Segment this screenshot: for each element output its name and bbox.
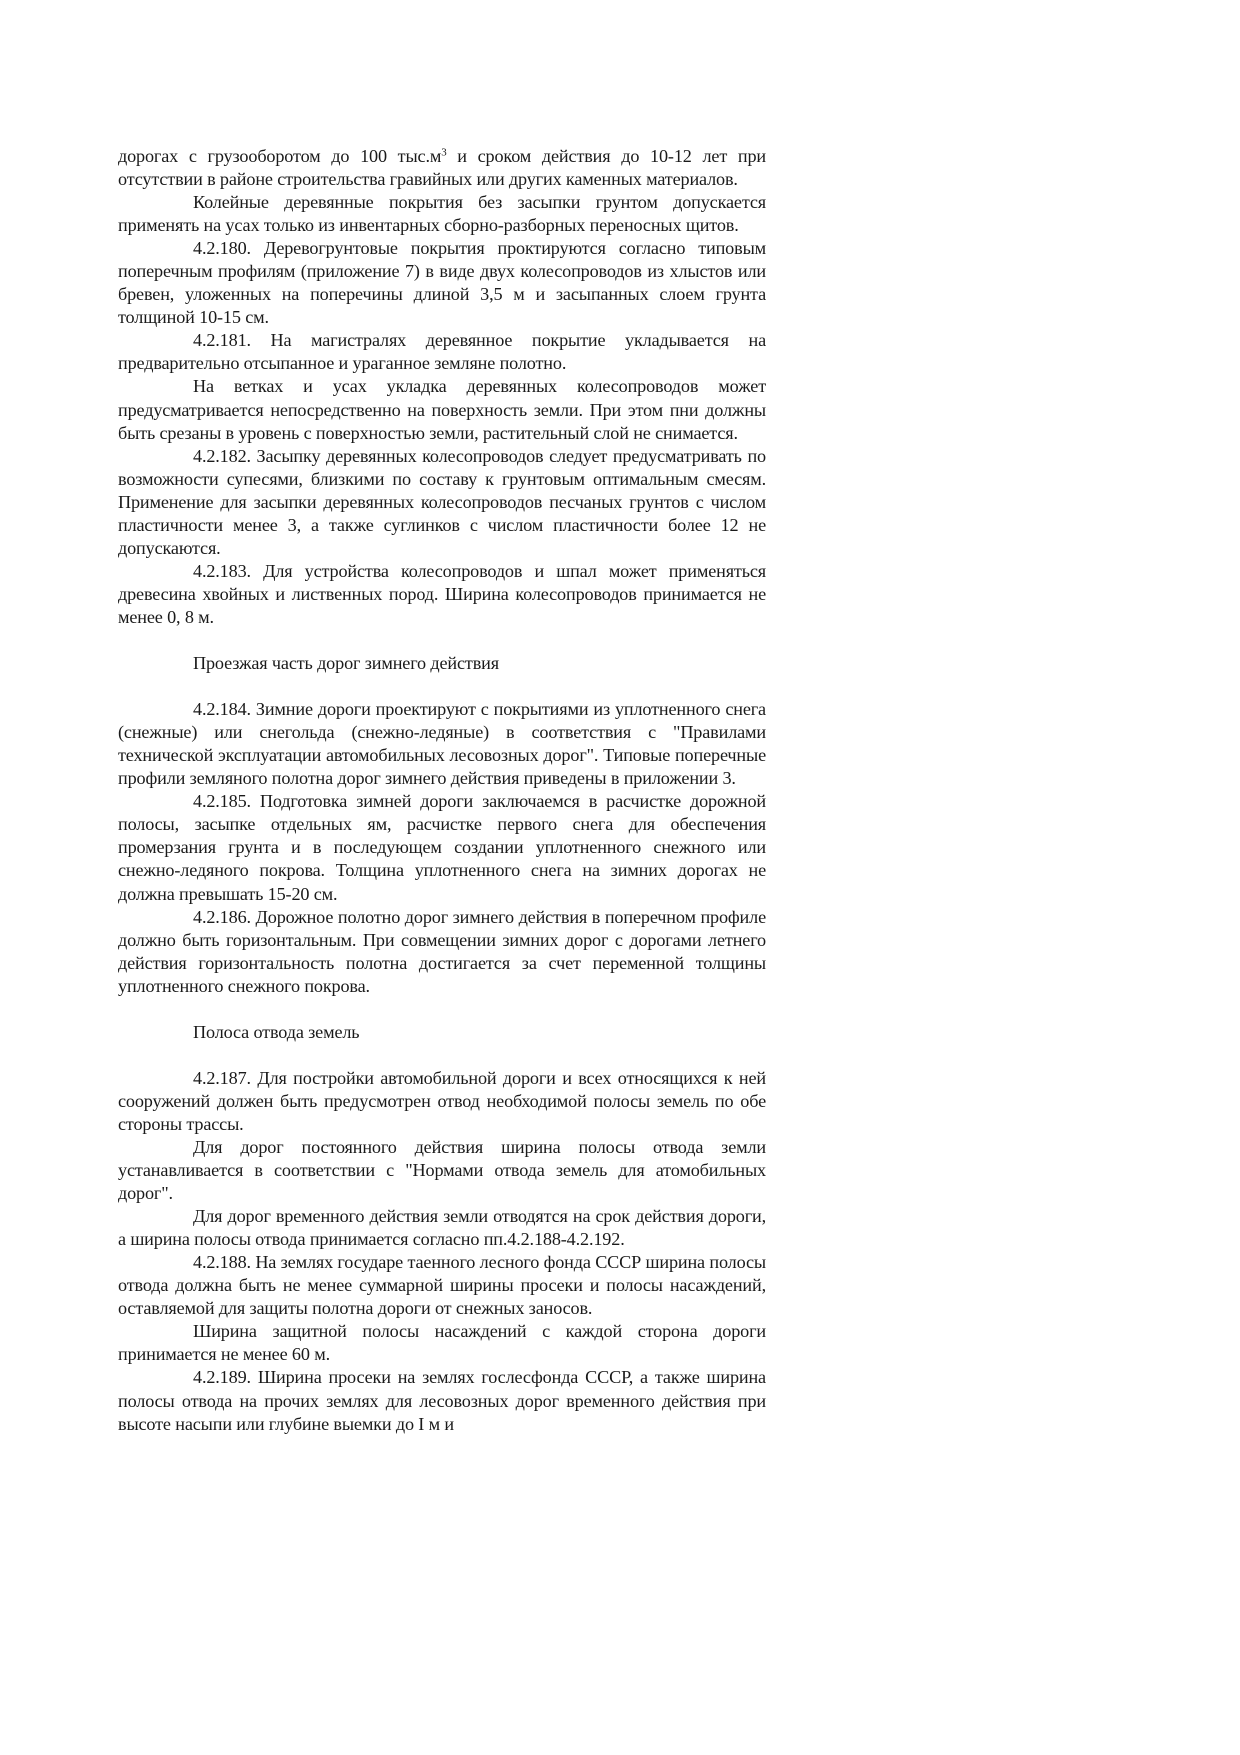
paragraph-temporary-roads: Для дорог временного действия земли отводятся на срок действия дороги, а ширина полосы отвода принимается согласно пп.4.2.188-4.2.192.	[118, 1206, 766, 1250]
paragraph-4-2-183: 4.2.183. Для устройства колесопроводов и шпал может применяться древесина хвойных и лиственных пород. Ширина колесопроводов принимается не менее 0, 8 м.	[118, 560, 766, 627]
paragraph-4-2-181: 4.2.181. На магистралях деревянное покрытие укладывается на предварительно отсыпанное и ураганное земляне полотно.	[118, 330, 766, 374]
paragraph-4-2-187: 4.2.187. Для постройки автомобильной дороги и всех относящихся к ней сооружений должен быть предусмотрен отвод необходимой полосы земель по обе стороны трассы.	[118, 1067, 766, 1134]
paragraph-4-2-188: 4.2.188. На землях государе таенного лесного фонда СССР ширина полосы отвода должна быть не менее суммарной ширины просеки и полосы насаждений, оставляемой для защиты полотна дороги от снежных заносов.	[118, 1252, 766, 1319]
paragraph-4-2-189: 4.2.189. Ширина просеки на землях гослесфонда СССР, а также ширина полосы отвода на прочих землях для лесовозных дорог временного действия при высоте насыпи или глубине выемки до I м и	[118, 1367, 766, 1434]
section-heading-land-allotment: Полоса отвода земель	[193, 1021, 360, 1042]
paragraph-4-2-185: 4.2.185. Подготовка зимней дороги заключаемся в расчистке дорожной полосы, засыпке отдельных ям, расчистке первого снега для обеспечения промерзания грунта и в последующем создании уплотненного снежного или снежно-ледяного покрова. Толщина уплотненного снега на зимних дорогах не должна превышать 15-20 см.	[118, 791, 766, 904]
paragraph-protective-strip: Ширина защитной полосы насаждений с каждой сторона дороги принимается не менее 60 м.	[118, 1321, 766, 1365]
paragraph-4-2-182: 4.2.182. Засыпку деревянных колесопроводов следует предусматривать по возможности супесями, близкими по составу к грунтовым оптимальным смесям. Применение для засыпки деревянных колесопроводов песчаных грунтов с числом пластичности менее 3, а также суглинков с числом пластичности более 12 не допускаются.	[118, 445, 766, 558]
section-heading-winter-roads: Проезжая часть дорог зимнего действия	[193, 653, 499, 674]
paragraph-continuation	[118, 145, 766, 191]
paragraph-4-2-186: 4.2.186. Дорожное полотно дорог зимнего действия в поперечном профиле должно быть горизонтальным. При совмещении зимних дорог с дорогами летнего действия горизонтальность полотна достигается за счет переменной толщины уплотненного снежного покрова.	[118, 906, 766, 996]
paragraph-text: дорогах с грузооборотом до 100 тыс.м	[118, 146, 442, 166]
superscript-cubed: 3	[441, 146, 447, 159]
paragraph-4-2-180: 4.2.180. Деревогрунтовые покрытия проктируются согласно типовым поперечным профилям (приложение 7) в виде двух колесопроводов из хлыстов или бревен, уложенных на поперечины длиной 3,5 м и засыпанных слоем грунта толщиной 10-15 см.	[118, 238, 766, 328]
paragraph-rut-coverings: Колейные деревянные покрытия без засыпки грунтом допускается применять на усах только из инвентарных сборно-разборных переносных щитов.	[118, 192, 766, 236]
document-page	[118, 145, 766, 1436]
paragraph-branches-and-spurs: На ветках и усах укладка деревянных колесопроводов может предусматривается непосредственно на поверхность земли. При этом пни должны быть срезаны в уровень с поверхностью земли, растительный слой не снимается.	[118, 376, 766, 443]
paragraph-permanent-roads: Для дорог постоянного действия ширина полосы отвода земли устанавливается в соответствии с "Нормами отвода земель для атомобильных дорог".	[118, 1137, 766, 1204]
paragraph-text: и сроком действия до 10-12 лет при отсутствии в районе строительства гравийных или других каменных материалов.	[118, 146, 766, 190]
paragraph-4-2-184: 4.2.184. Зимние дороги проектируют с покрытиями из уплотненного снега (снежные) или снегольда (снежно-ледяные) в соответствия с "Правилами технической эксплуатации автомобильных лесовозных дорог". Типовые поперечные профили земляного полотна дорог зимнего действия приведены в приложении 3.	[118, 699, 766, 789]
